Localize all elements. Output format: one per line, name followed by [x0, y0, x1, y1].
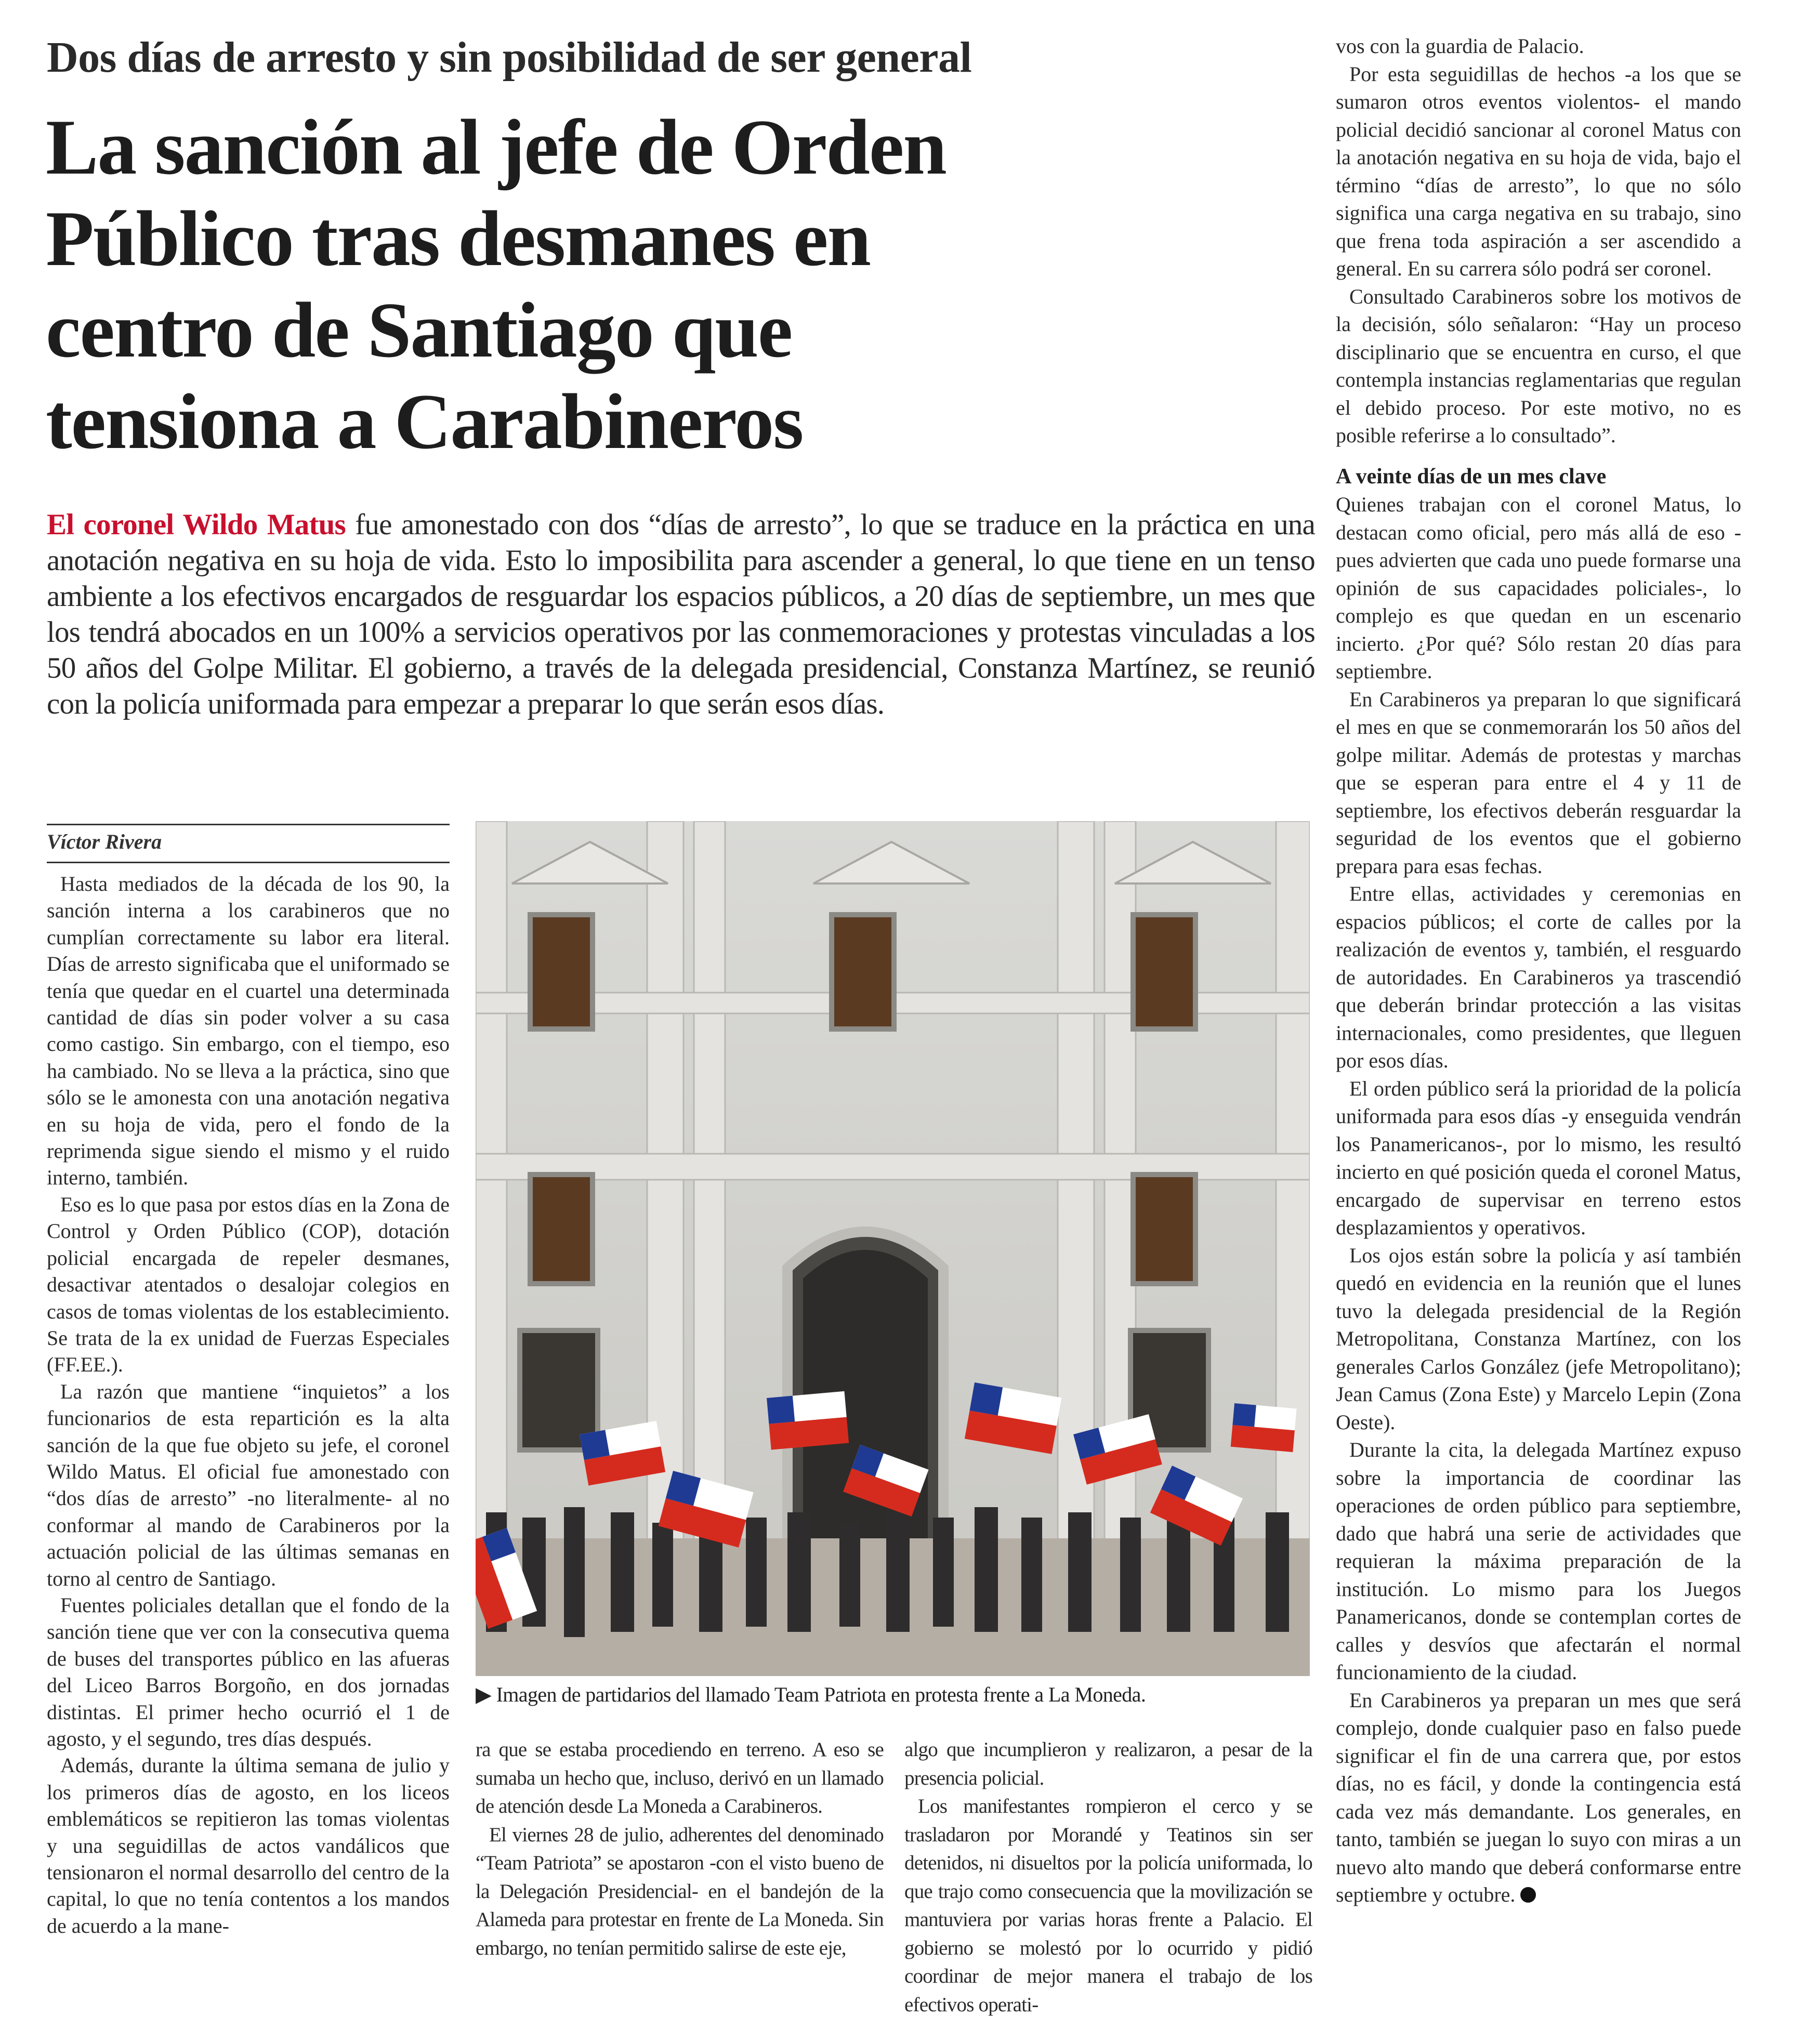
caption-text: Imagen de partidarios del llamado Team Patriota en protesta frente a La Moneda. [496, 1683, 1146, 1706]
paragraph: ra que se estaba procediendo en terreno. A eso se sumaba un hecho que, incluso, derivó en un llamado de atención desde La Moneda a Carabineros. [476, 1738, 884, 1817]
photo-caption [476, 1682, 1310, 1707]
end-of-article-bullet-icon [1520, 1887, 1536, 1903]
paragraph: Los manifestantes rompieron el cerco y se trasladaron por Morandé y Teatinos sin ser detenidos, ni disueltos por la policía uniformada, lo que trajo como consecuencia que la movilización se mantuviera por varias horas frente a Palacio. El gobierno se molestó por lo ocurrido y pidió coordinar de mejor manera el trabajo de los efectivos operati- [904, 1795, 1312, 2016]
paragraph: Fuentes policiales detallan que el fondo de la sanción tiene que ver con la consecutiva quema de buses del transportes público en las afueras del Liceo Barros Borgoño, en dos jornadas distintas. El primer hecho ocurrió el 1 de agosto, y el segundo, tres días después. [47, 1593, 450, 1750]
subheading: A veinte días de un mes clave [1336, 464, 1607, 489]
byline-box [47, 824, 450, 863]
headline-line: centro de Santiago que [46, 286, 792, 374]
paragraph: El orden público será la prioridad de la policía uniformada para esos días -y enseguida vendrán los Panamericanos-, por lo mismo, les resultó incierto en qué posición queda el coronel Matus, encargado de supervisar en terreno estos desplazamientos y operativos. [1336, 1076, 1741, 1239]
headline-line: Público tras desmanes en [46, 195, 870, 282]
paragraph: vos con la guardia de Palacio. [1336, 34, 1584, 58]
paragraph-text: En Carabineros ya preparan un mes que será complejo, donde cualquier paso en falso puede significar el fin de una carrera que, por estos días, no es fácil, y donde la contingencia está cada vez más demandante. Los generales, en tanto, también se juegan lo suyo con miras a un nuevo alto mando que deberá conformarse entre septiembre y octubre. [1336, 1688, 1741, 1906]
paragraph: Eso es lo que pasa por estos días en la Zona de Control y Orden Público (COP), dotación policial encargada de repeler desmanes, desactivar atentados o desalojar colegios en casos de tomas violentas de los establecimiento. Se trata de la ex unidad de Fuerzas Especiales (FF.EE.). [47, 1192, 450, 1377]
lede-text: fue amonestado con dos “días de arresto”, lo que se traduce en la práctica en una anotación negativa en su hoja de vida. Esto lo imposibilita para ascender a general, lo que tiene en un tenso ambiente a los efectivos encargados de resguardar los espacios públicos, a 20 días de septiembre, un mes que los tendrá abocados en un 100% a servicios operativos por las conmemoraciones y protestas vinculadas a los 50 años del Golpe Militar. El gobierno, a través de la delegada presidencial, Constanza Martínez, se reunió con la policía uniformada para empezar a preparar lo que serán esos días. [47, 508, 1315, 720]
paragraph: Entre ellas, actividades y ceremonias en espacios públicos; el corte de calles por la realización de eventos y, también, el resguardo de autoridades. En Carabineros ya trascendió que deberán brindar protección a las visitas internacionales, como presidentes, que lleguen por esos días. [1336, 882, 1741, 1072]
body-column-middle-1 [476, 1736, 884, 1962]
paragraph: La razón que mantiene “inquietos” a los funcionarios de esta repartición es la alta sanción de la que fue objeto su jefe, el coronel Wildo Matus. El oficial fue amonestado con “dos días de arresto” -no literalmente- al no conformar al mando de Carabineros por la actuación policial de las últimas semanas en torno al centro de Santiago. [47, 1379, 450, 1590]
paragraph: Quienes trabajan con el coronel Matus, lo destacan como oficial, pero más allá de eso -pues advierten que cada uno puede formarse una opinión de sus capacidades policiales-, lo complejo es que quedan en un escenario incierto. ¿Por qué? Sólo restan 20 días para septiembre. [1336, 493, 1741, 683]
la-moneda-protest-photo [476, 821, 1310, 1676]
paragraph: Además, durante la última semana de julio y los primeros días de agosto, en los liceos emblemáticos se repitieron las tomas violentas y una seguidillas de actos vandálicos que tensionaron el normal desarrollo del centro de la capital, lo que no tenía contentos a los mandos de acuerdo a la mane- [47, 1753, 450, 1937]
paragraph: El viernes 28 de julio, adherentes del denominado “Team Patriota” se apostaron -con el visto bueno de la Delegación Presidencial- en el bandejón de la Alameda para protestar en frente de La Moneda. Sin embargo, no tenían permitido salirse de este eje, [476, 1823, 884, 1959]
body-column-right [1336, 32, 1741, 1909]
headline-line: tensiona a Carabineros [46, 378, 803, 465]
body-column-middle-2 [904, 1736, 1312, 2019]
paragraph: Durante la cita, la delegada Martínez expuso sobre la importancia de coordinar las operaciones de orden público para septiembre, dado que habrá una serie de actividades que requieran la máxima preparación de la institución. Lo mismo para los Juegos Panamericanos, donde se contemplan cortes de calles y desvíos que afectarán el normal funcionamiento de la ciudad. [1336, 1438, 1741, 1684]
body-column-left [47, 871, 450, 1939]
kicker: Dos días de arresto y sin posibilidad de ser general [47, 33, 972, 82]
paragraph: En Carabineros ya preparan lo que significará el mes en que se conmemorarán los 50 años del golpe militar. Además de protestas y marchas que se esperan para entre el 4 y 11 de septiembre, los efectivos deberán resguardar la seguridad de los eventos que el gobierno prepara para esas fechas. [1336, 687, 1741, 878]
caption-arrow-icon: ▶ [476, 1683, 496, 1706]
lede-highlight: El coronel Wildo Matus [47, 508, 346, 541]
lede [47, 507, 1315, 722]
headline [46, 101, 1241, 467]
news-photo [476, 821, 1310, 1676]
paragraph: Los ojos están sobre la policía y así también quedó en evidencia en la reunión que el lunes tuvo la delegada presidencial de la Región Metropolitana, Constanza Martínez, con los generales Carlos González (jefe Metropolitano); Jean Camus (Zona Este) y Marcelo Lepin (Zona Oeste). [1336, 1243, 1741, 1434]
paragraph: algo que incumplieron y realizaron, a pesar de la presencia policial. [904, 1738, 1312, 1789]
paragraph: Por esta seguidillas de hechos -a los que se sumaron otros eventos violentos- el mando policial decidió sancionar al coronel Matus con la anotación negativa en su hoja de vida, bajo el término “días de arresto”, lo que no sólo significa una carga negativa en su trabajo, sino que frena toda aspiración a ser ascendido a general. En su carrera sólo podrá ser coronel. [1336, 62, 1741, 280]
headline-line: La sanción al jefe de Orden [46, 103, 946, 191]
paragraph [1336, 1686, 1741, 1909]
paragraph: Hasta mediados de la década de los 90, la sanción interna a los carabineros que no cumplían correctamente su labor era literal. Días de arresto significaba que el uniformado se tenía que quedar en el cuartel una determinada cantidad de días sin poder volver a su casa como castigo. Sin embargo, con el tiempo, eso ha cambiado. No se lleva a la práctica, sino que sólo se le amonesta con una anotación negativa en su hoja de vida, pero el fondo de la reprimenda sigue siendo el mismo y el ruido interno, también. [47, 872, 450, 1190]
byline: Víctor Rivera [47, 830, 162, 853]
paragraph: Consultado Carabineros sobre los motivos de la decisión, sólo señalaron: “Hay un proceso disciplinario que se encuentra en curso, el que contempla instancias reglamentarias que regulan el debido proceso. Por este motivo, no es posible referirse a lo consultado”. [1336, 284, 1741, 447]
